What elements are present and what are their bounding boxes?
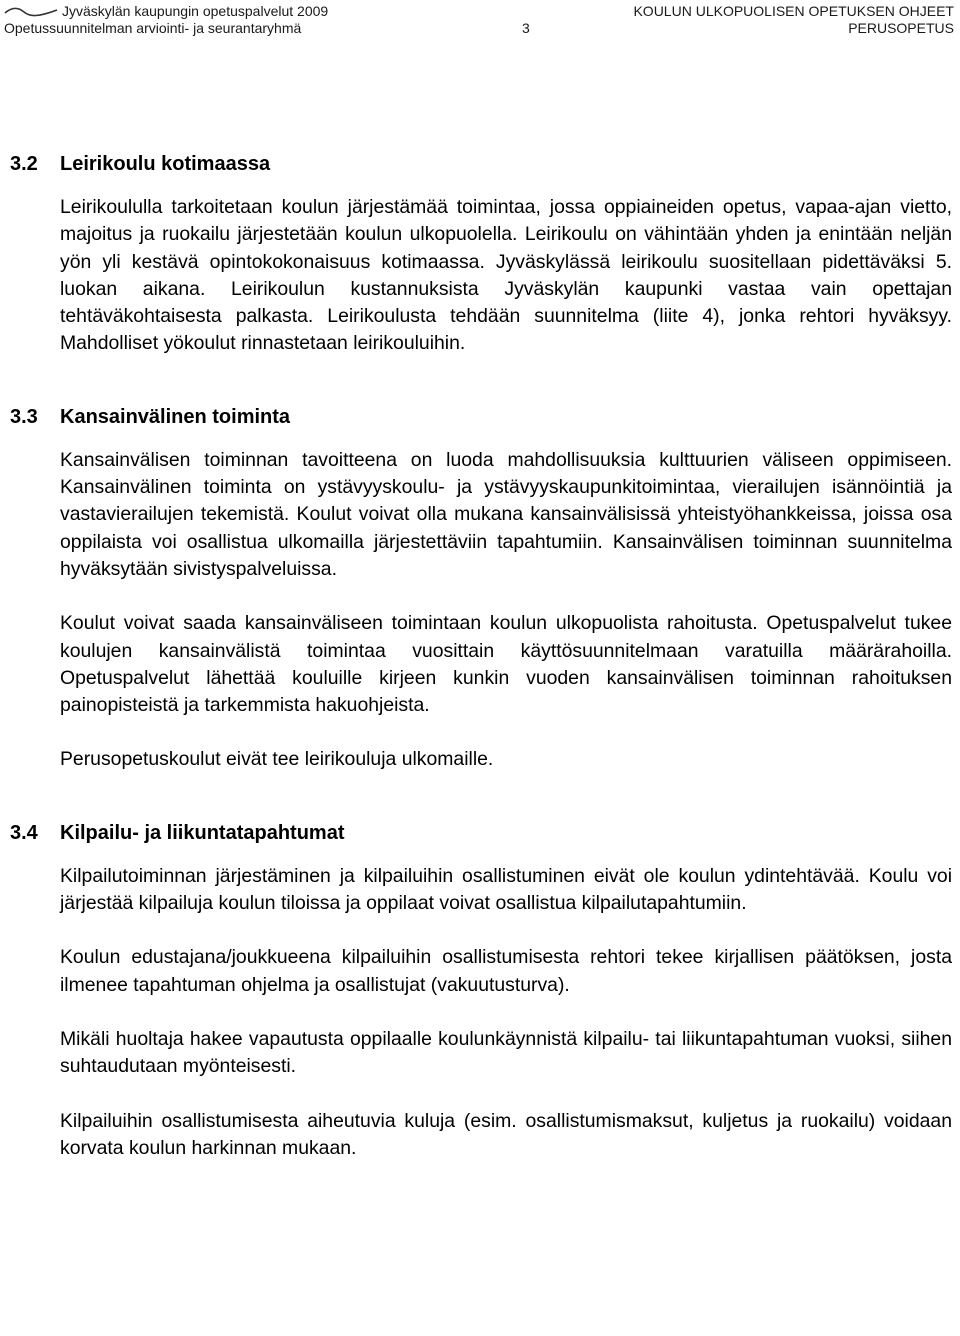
paragraph: Kilpailuihin osallistumisesta aiheutuvia kuluja (esim. osallistumismaksut, kuljetus ja ruokailu) voidaan korvata koulun harkinnan mukaan. (60, 1109, 952, 1159)
header-doc-subtitle: PERUSOPETUS (848, 20, 954, 36)
paragraph: Kilpailutoiminnan järjestäminen ja kilpailuihin osallistuminen eivät ole koulun ydintehtävää. Koulu voi järjestää kilpailuja koulun tiloissa ja oppilaat voivat osallistua kilpailutapahtumiin. (60, 864, 952, 915)
section-number: 3.2 (10, 153, 38, 175)
header-right (633, 3, 954, 37)
section-number: 3.4 (10, 821, 38, 844)
header-group: Opetussuunnitelman arviointi- ja seurantaryhmä (4, 20, 302, 36)
paragraph: Kansainvälisen toiminnan tavoitteena on luoda mahdollisuuksia kulttuurien väliseen oppimiseen. Kansainvälinen toiminta on ystävyyskoulu- ja ystävyyskaupunkitoimintaa, vierailujen isännöintiä ja vastavierailujen tekemistä. Koulut voivat olla mukana kansainvälisissä yhteistyöhankkeissa, joissa osa oppilaista voi osallistua ulkomailla järjestettäviin tapahtumiin. Kansainvälisen toiminnan suunnitelma hyväksytään sivistyspalveluissa. (60, 448, 952, 580)
header-doc-title: KOULUN ULKOPUOLISEN OPETUKSEN OHJEET (633, 3, 954, 19)
paragraph: Leirikoululla tarkoitetaan koulun järjestämää toimintaa, jossa oppiaineiden opetus, vapaa-ajan vietto, majoitus ja ruokailu järjestetään koulun ulkopuolella. Leirikoulu on vähintään yhden ja enintään neljän yön yli kestävä opintokokonaisuus kotimaassa. Jyväskylässä leirikoulu suositellaan pidettäväksi 5. luokan aikana. Leirikoulun kustannuksista Jyväskylän kaupunki vastaa vain opettajan tehtäväkohtaisesta palkasta. Leirikoulusta tehdään suunnitelma (liite 4), jonka rehtori hyväksyy. Mahdolliset yökoulut rinnastetaan leirikouluihin. (60, 196, 952, 355)
section-heading (10, 403, 952, 431)
section-title: Kansainvälinen toiminta (60, 405, 291, 428)
paragraph: Mikäli huoltaja hakee vapautusta oppilaalle koulunkäynnistä kilpailu- tai liikuntapahtuman vuoksi, siihen suhtaudutaan myönteisesti. (60, 1027, 952, 1078)
document-body (10, 150, 952, 1162)
page-header (0, 0, 960, 44)
header-org-row (4, 3, 328, 20)
header-page-number: 3 (522, 20, 530, 36)
section-title: Leirikoulu kotimaassa (60, 153, 271, 175)
header-org: Jyväskylän kaupungin opetuspalvelut 2009 (62, 3, 329, 19)
section-title: Kilpailu- ja liikuntatapahtumat (60, 821, 345, 844)
section-number: 3.3 (10, 405, 38, 428)
paragraph: Koulut voivat saada kansainväliseen toimintaan koulun ulkopuolista rahoitusta. Opetuspalvelut tukee koulujen kansainvälistä toimintaa vuosittain käyttösuunnitelmaan varatuilla määrärahoilla. Opetuspalvelut lähettää kouluille kirjeen kunkin vuoden kansainvälisen toiminnan rahoituksen painopisteistä ja tarkemmista hakuohjeista. (60, 612, 952, 717)
paragraph: Koulun edustajana/joukkueena kilpailuihin osallistumisesta rehtori tekee kirjallisen päätöksen, josta ilmenee tapahtuman ohjelma ja osallistujat (vakuutusturva). (60, 946, 952, 996)
section-heading (10, 819, 952, 847)
jyvaskyla-logo-icon (4, 6, 58, 18)
paragraph: Perusopetuskoulut eivät tee leirikouluja ulkomaille. (60, 748, 494, 771)
header-left (4, 3, 328, 37)
section-heading (10, 150, 952, 178)
